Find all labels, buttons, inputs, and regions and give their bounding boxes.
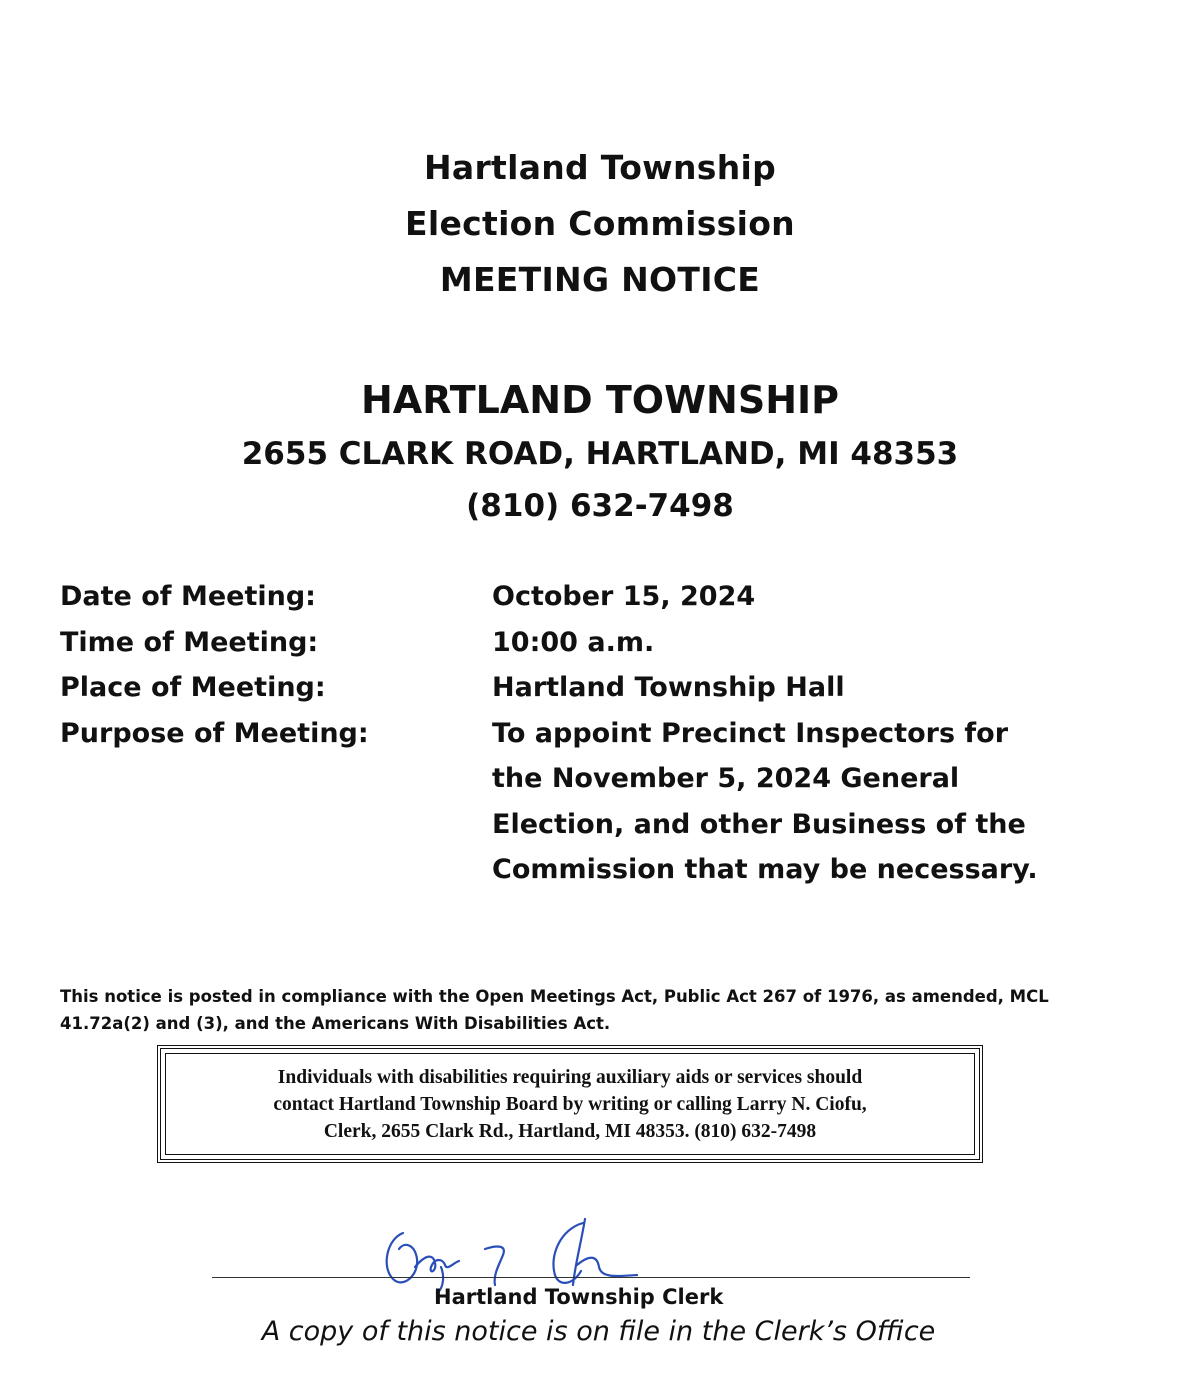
heading-township: Hartland Township <box>423 148 777 187</box>
clerk-title: Hartland Township Clerk <box>434 1285 724 1309</box>
disability-notice-text: Individuals with disabilities requiring auxiliary aids or services should contact Hartland Township Board by writing or calling Larry N. Ciofu, Clerk, 2655 Clark Rd., Hartland, MI 48353. (810) 632-7498 <box>273 1066 867 1142</box>
meeting-place-value: Hartland Township Hall <box>492 672 845 703</box>
meeting-time-label: Time of Meeting: <box>60 626 319 658</box>
compliance-statement: This notice is posted in compliance with the Open Meetings Act, Public Act 267 of 1976, as amended, MCL 41.72a(2) and (3), and the Americans With Disabilities Act. <box>60 987 1049 1033</box>
township-phone: (810) 632-7498 <box>466 488 734 524</box>
notice-heading <box>0 140 1200 308</box>
disability-notice-box <box>157 1045 983 1163</box>
meeting-date-label: Date of Meeting: <box>60 581 316 612</box>
township-name: HARTLAND TOWNSHIP <box>361 378 839 422</box>
copy-on-file-notice: A copy of this notice is on file in the Clerk’s Office <box>261 1316 936 1347</box>
meeting-date-value: October 15, 2024 <box>492 581 756 612</box>
meeting-place-label: Place of Meeting: <box>60 672 326 703</box>
meeting-purpose-value: To appoint Precinct Inspectors for the November 5, 2024 General Election, and other Business of the Commission that may be necessary. <box>492 717 1038 885</box>
meeting-purpose-row <box>60 711 1160 893</box>
meeting-date-row <box>60 574 1160 620</box>
heading-meeting-notice: MEETING NOTICE <box>439 260 761 299</box>
signature-line <box>212 1277 970 1278</box>
township-address: 2655 CLARK ROAD, HARTLAND, MI 48353 <box>241 436 959 472</box>
meeting-purpose-label: Purpose of Meeting: <box>60 717 369 749</box>
township-contact <box>0 372 1200 532</box>
meeting-place-row <box>60 665 1160 711</box>
meeting-time-row <box>60 620 1160 666</box>
meeting-details <box>60 574 1160 893</box>
meeting-time-value: 10:00 a.m. <box>492 626 655 658</box>
heading-commission: Election Commission <box>405 204 795 243</box>
